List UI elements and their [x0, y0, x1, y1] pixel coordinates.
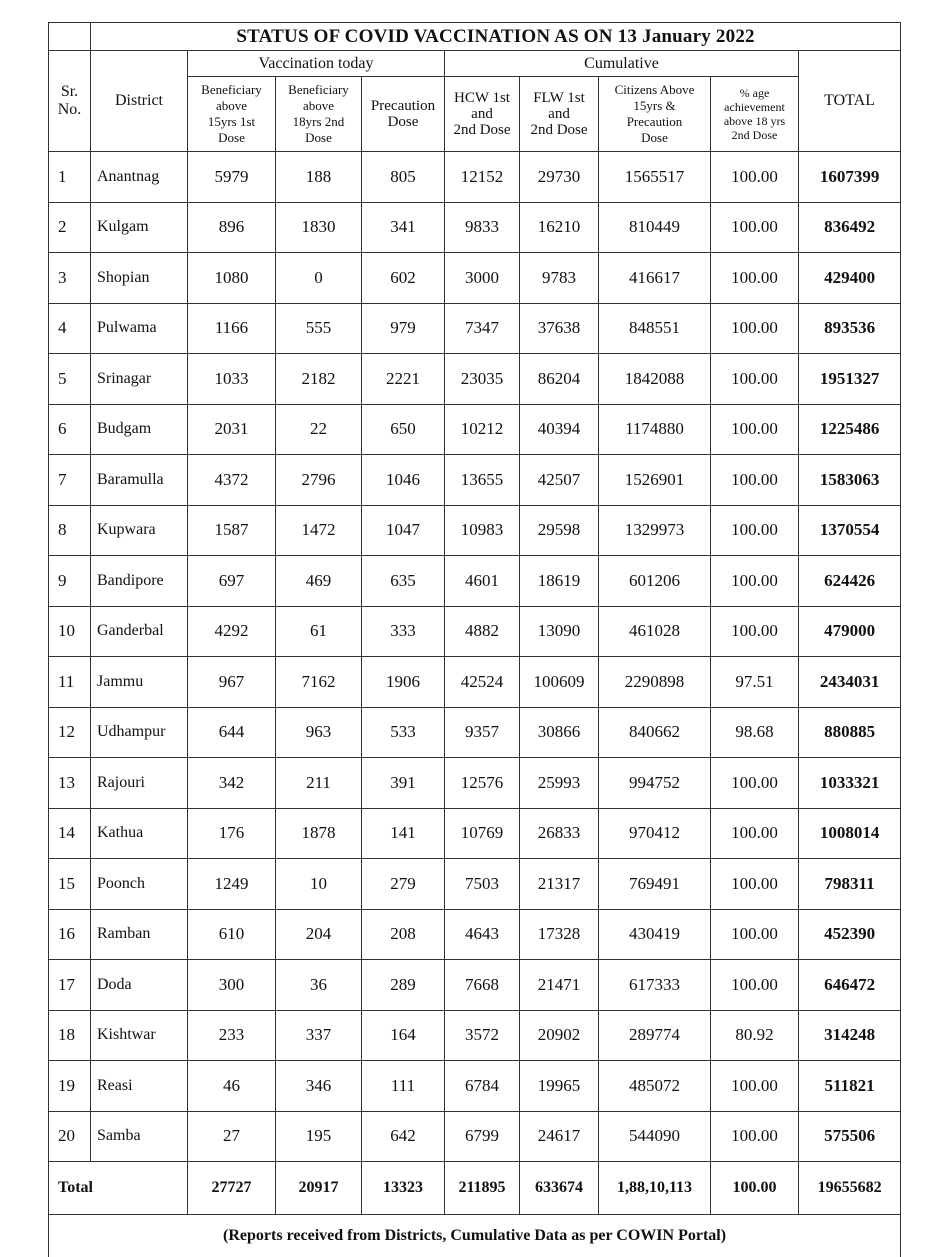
precaution-value: 602 [362, 253, 445, 304]
precaution-value: 805 [362, 152, 445, 203]
precaution-value: 111 [362, 1061, 445, 1112]
precaution-value: 164 [362, 1010, 445, 1061]
header-beneficiary-18yrs-line: above [303, 98, 334, 113]
ben18-value: 188 [276, 152, 362, 203]
total-value: 624426 [799, 556, 901, 607]
total-value: 1008014 [799, 808, 901, 859]
citizens-value: 617333 [599, 960, 711, 1011]
header-pct-achievement-line: achievement [724, 100, 785, 114]
citizens-value: 1842088 [599, 354, 711, 405]
hcw-value: 4882 [445, 606, 520, 657]
district-name: Kulgam [91, 202, 188, 253]
flw-value: 40394 [520, 404, 599, 455]
precaution-value: 1047 [362, 505, 445, 556]
total-value: 2434031 [799, 657, 901, 708]
district-name: Pulwama [91, 303, 188, 354]
ben18-value: 36 [276, 960, 362, 1011]
sr-no: 20 [49, 1111, 91, 1162]
table-row [49, 960, 901, 1011]
pct-value: 100.00 [711, 960, 799, 1011]
header-hcw-line: and [471, 106, 493, 122]
flw-value: 29598 [520, 505, 599, 556]
vaccination-table [48, 22, 901, 1257]
pct-value: 100.00 [711, 1111, 799, 1162]
hcw-value: 42524 [445, 657, 520, 708]
table-row [49, 455, 901, 506]
flw-value: 9783 [520, 253, 599, 304]
total-value: 1951327 [799, 354, 901, 405]
citizens-value: 461028 [599, 606, 711, 657]
total-value: 1607399 [799, 152, 901, 203]
header-sr-no [49, 51, 91, 152]
pct-value: 100.00 [711, 1061, 799, 1112]
header-pct-achievement-line: 2nd Dose [732, 128, 778, 142]
table-row [49, 909, 901, 960]
header-district: District [91, 51, 188, 152]
table-row [49, 202, 901, 253]
header-beneficiary-15yrs [188, 77, 276, 152]
header-flw [520, 77, 599, 152]
sr-no: 18 [49, 1010, 91, 1061]
citizens-value: 416617 [599, 253, 711, 304]
flw-value: 25993 [520, 758, 599, 809]
hcw-value: 9833 [445, 202, 520, 253]
pct-value: 97.51 [711, 657, 799, 708]
header-sr-no-line: No. [58, 101, 82, 118]
hcw-value: 4601 [445, 556, 520, 607]
total-value: 1033321 [799, 758, 901, 809]
sr-no: 14 [49, 808, 91, 859]
sr-no: 5 [49, 354, 91, 405]
citizens-value: 1565517 [599, 152, 711, 203]
ben15-value: 1166 [188, 303, 276, 354]
header-pct-achievement-line: % age [740, 86, 770, 100]
total-value: 452390 [799, 909, 901, 960]
pct-value: 100.00 [711, 859, 799, 910]
precaution-value: 650 [362, 404, 445, 455]
sr-no: 8 [49, 505, 91, 556]
district-name: Kupwara [91, 505, 188, 556]
precaution-value: 635 [362, 556, 445, 607]
total-precaution: 13323 [362, 1162, 445, 1215]
district-name: Kishtwar [91, 1010, 188, 1061]
ben18-value: 7162 [276, 657, 362, 708]
total-hcw: 211895 [445, 1162, 520, 1215]
totals-row [49, 1162, 901, 1215]
sr-no: 2 [49, 202, 91, 253]
ben18-value: 0 [276, 253, 362, 304]
pct-value: 100.00 [711, 909, 799, 960]
header-precaution-dose-line: Precaution [371, 98, 435, 114]
header-precaution-dose [362, 77, 445, 152]
total-value: 1370554 [799, 505, 901, 556]
ben18-value: 10 [276, 859, 362, 910]
sr-no: 10 [49, 606, 91, 657]
header-beneficiary-15yrs-line: Dose [218, 130, 245, 145]
ben15-value: 5979 [188, 152, 276, 203]
flw-value: 16210 [520, 202, 599, 253]
flw-value: 21317 [520, 859, 599, 910]
header-citizens-line: Citizens Above [615, 82, 695, 97]
table-row [49, 707, 901, 758]
ben15-value: 46 [188, 1061, 276, 1112]
citizens-value: 970412 [599, 808, 711, 859]
district-name: Ramban [91, 909, 188, 960]
precaution-value: 2221 [362, 354, 445, 405]
sr-no: 6 [49, 404, 91, 455]
ben15-value: 2031 [188, 404, 276, 455]
precaution-value: 1046 [362, 455, 445, 506]
header-flw-line: FLW 1st [533, 90, 585, 106]
sr-no: 17 [49, 960, 91, 1011]
flw-value: 21471 [520, 960, 599, 1011]
sr-no: 15 [49, 859, 91, 910]
hcw-value: 3572 [445, 1010, 520, 1061]
ben18-value: 346 [276, 1061, 362, 1112]
table-row [49, 404, 901, 455]
header-hcw-line: HCW 1st [454, 90, 510, 106]
pct-value: 100.00 [711, 455, 799, 506]
sr-no: 11 [49, 657, 91, 708]
ben18-value: 2182 [276, 354, 362, 405]
flw-value: 37638 [520, 303, 599, 354]
citizens-value: 430419 [599, 909, 711, 960]
precaution-value: 533 [362, 707, 445, 758]
header-citizens-line: Precaution [627, 114, 683, 129]
ben15-value: 4292 [188, 606, 276, 657]
header-citizens [599, 77, 711, 152]
citizens-value: 1526901 [599, 455, 711, 506]
flw-value: 26833 [520, 808, 599, 859]
district-name: Kathua [91, 808, 188, 859]
total-pct: 100.00 [711, 1162, 799, 1215]
total-value: 646472 [799, 960, 901, 1011]
precaution-value: 333 [362, 606, 445, 657]
hcw-value: 23035 [445, 354, 520, 405]
flw-value: 86204 [520, 354, 599, 405]
table-row [49, 859, 901, 910]
flw-value: 24617 [520, 1111, 599, 1162]
table-row [49, 1010, 901, 1061]
sr-no: 1 [49, 152, 91, 203]
district-name: Reasi [91, 1061, 188, 1112]
pct-value: 100.00 [711, 404, 799, 455]
citizens-value: 840662 [599, 707, 711, 758]
flw-value: 13090 [520, 606, 599, 657]
ben18-value: 1878 [276, 808, 362, 859]
district-name: Budgam [91, 404, 188, 455]
sr-no: 19 [49, 1061, 91, 1112]
total-value: 893536 [799, 303, 901, 354]
total-ben15: 27727 [188, 1162, 276, 1215]
precaution-value: 642 [362, 1111, 445, 1162]
district-name: Shopian [91, 253, 188, 304]
pct-value: 100.00 [711, 505, 799, 556]
header-hcw-line: 2nd Dose [453, 122, 510, 138]
hcw-value: 7503 [445, 859, 520, 910]
sr-no: 12 [49, 707, 91, 758]
flw-value: 100609 [520, 657, 599, 708]
hcw-value: 9357 [445, 707, 520, 758]
table-row [49, 758, 901, 809]
total-value: 880885 [799, 707, 901, 758]
header-hcw [445, 77, 520, 152]
ben18-value: 337 [276, 1010, 362, 1061]
citizens-value: 769491 [599, 859, 711, 910]
ben18-value: 204 [276, 909, 362, 960]
precaution-value: 208 [362, 909, 445, 960]
header-flw-line: and [548, 106, 570, 122]
report-title: STATUS OF COVID VACCINATION AS ON 13 January 2022 [91, 23, 901, 51]
flw-value: 30866 [520, 707, 599, 758]
precaution-value: 391 [362, 758, 445, 809]
table-row [49, 606, 901, 657]
sr-no: 3 [49, 253, 91, 304]
citizens-value: 848551 [599, 303, 711, 354]
header-beneficiary-15yrs-line: Beneficiary [201, 82, 262, 97]
ben15-value: 1080 [188, 253, 276, 304]
precaution-value: 279 [362, 859, 445, 910]
footer-note: (Reports received from Districts, Cumulative Data as per COWIN Portal) [49, 1215, 901, 1257]
district-name: Udhampur [91, 707, 188, 758]
header-citizens-line: Dose [641, 130, 668, 145]
header-beneficiary-15yrs-line: 15yrs 1st [208, 114, 255, 129]
hcw-value: 4643 [445, 909, 520, 960]
header-pct-achievement [711, 77, 799, 152]
total-flw: 633674 [520, 1162, 599, 1215]
sr-no: 13 [49, 758, 91, 809]
ben18-value: 22 [276, 404, 362, 455]
table-row [49, 556, 901, 607]
total-ben18: 20917 [276, 1162, 362, 1215]
flw-value: 29730 [520, 152, 599, 203]
flw-value: 20902 [520, 1010, 599, 1061]
ben15-value: 1249 [188, 859, 276, 910]
ben15-value: 967 [188, 657, 276, 708]
pct-value: 100.00 [711, 758, 799, 809]
ben15-value: 896 [188, 202, 276, 253]
district-name: Bandipore [91, 556, 188, 607]
sr-no: 9 [49, 556, 91, 607]
hcw-value: 6799 [445, 1111, 520, 1162]
citizens-value: 810449 [599, 202, 711, 253]
ben18-value: 555 [276, 303, 362, 354]
grand-total: 19655682 [799, 1162, 901, 1215]
sr-no: 4 [49, 303, 91, 354]
pct-value: 100.00 [711, 152, 799, 203]
district-name: Samba [91, 1111, 188, 1162]
header-beneficiary-18yrs-line: Dose [305, 130, 332, 145]
pct-value: 100.00 [711, 556, 799, 607]
district-name: Baramulla [91, 455, 188, 506]
table-row [49, 808, 901, 859]
citizens-value: 544090 [599, 1111, 711, 1162]
header-precaution-dose-line: Dose [388, 114, 419, 130]
ben18-value: 469 [276, 556, 362, 607]
precaution-value: 979 [362, 303, 445, 354]
precaution-value: 289 [362, 960, 445, 1011]
ben18-value: 211 [276, 758, 362, 809]
citizens-value: 994752 [599, 758, 711, 809]
ben18-value: 1830 [276, 202, 362, 253]
total-value: 798311 [799, 859, 901, 910]
ben15-value: 610 [188, 909, 276, 960]
pct-value: 100.00 [711, 606, 799, 657]
citizens-value: 1174880 [599, 404, 711, 455]
table-row [49, 1111, 901, 1162]
pct-value: 98.68 [711, 707, 799, 758]
total-value: 429400 [799, 253, 901, 304]
pct-value: 100.00 [711, 808, 799, 859]
citizens-value: 289774 [599, 1010, 711, 1061]
precaution-value: 141 [362, 808, 445, 859]
citizens-value: 2290898 [599, 657, 711, 708]
table-row [49, 152, 901, 203]
total-value: 479000 [799, 606, 901, 657]
blank-corner [49, 23, 91, 51]
ben15-value: 644 [188, 707, 276, 758]
table-row [49, 1061, 901, 1112]
header-beneficiary-18yrs [276, 77, 362, 152]
pct-value: 80.92 [711, 1010, 799, 1061]
ben18-value: 963 [276, 707, 362, 758]
header-pct-achievement-line: above 18 yrs [724, 114, 785, 128]
ben15-value: 300 [188, 960, 276, 1011]
ben18-value: 1472 [276, 505, 362, 556]
header-citizens-line: 15yrs & [633, 98, 675, 113]
ben15-value: 27 [188, 1111, 276, 1162]
district-name: Rajouri [91, 758, 188, 809]
ben18-value: 2796 [276, 455, 362, 506]
header-beneficiary-18yrs-line: 18yrs 2nd [293, 114, 345, 129]
ben15-value: 4372 [188, 455, 276, 506]
pct-value: 100.00 [711, 354, 799, 405]
hcw-value: 6784 [445, 1061, 520, 1112]
header-flw-line: 2nd Dose [530, 122, 587, 138]
header-beneficiary-15yrs-line: above [216, 98, 247, 113]
flw-value: 18619 [520, 556, 599, 607]
header-beneficiary-18yrs-line: Beneficiary [288, 82, 349, 97]
ben18-value: 61 [276, 606, 362, 657]
hcw-value: 3000 [445, 253, 520, 304]
hcw-value: 10769 [445, 808, 520, 859]
precaution-value: 341 [362, 202, 445, 253]
district-name: Jammu [91, 657, 188, 708]
citizens-value: 1329973 [599, 505, 711, 556]
district-name: Anantnag [91, 152, 188, 203]
group-cumulative: Cumulative [445, 51, 799, 77]
total-citizens: 1,88,10,113 [599, 1162, 711, 1215]
total-value: 314248 [799, 1010, 901, 1061]
total-value: 511821 [799, 1061, 901, 1112]
group-vaccination-today: Vaccination today [188, 51, 445, 77]
table-row [49, 354, 901, 405]
header-sr-no-line: Sr. [61, 83, 78, 100]
district-name: Doda [91, 960, 188, 1011]
ben18-value: 195 [276, 1111, 362, 1162]
district-name: Ganderbal [91, 606, 188, 657]
total-value: 575506 [799, 1111, 901, 1162]
pct-value: 100.00 [711, 303, 799, 354]
hcw-value: 7347 [445, 303, 520, 354]
hcw-value: 7668 [445, 960, 520, 1011]
hcw-value: 13655 [445, 455, 520, 506]
ben15-value: 176 [188, 808, 276, 859]
hcw-value: 10212 [445, 404, 520, 455]
citizens-value: 601206 [599, 556, 711, 607]
ben15-value: 233 [188, 1010, 276, 1061]
hcw-value: 10983 [445, 505, 520, 556]
total-value: 1583063 [799, 455, 901, 506]
pct-value: 100.00 [711, 253, 799, 304]
total-value: 836492 [799, 202, 901, 253]
precaution-value: 1906 [362, 657, 445, 708]
totals-label: Total [49, 1162, 188, 1215]
vaccination-report [48, 22, 900, 1257]
sr-no: 16 [49, 909, 91, 960]
citizens-value: 485072 [599, 1061, 711, 1112]
ben15-value: 1587 [188, 505, 276, 556]
pct-value: 100.00 [711, 202, 799, 253]
flw-value: 42507 [520, 455, 599, 506]
ben15-value: 1033 [188, 354, 276, 405]
district-name: Srinagar [91, 354, 188, 405]
flw-value: 19965 [520, 1061, 599, 1112]
sr-no: 7 [49, 455, 91, 506]
table-row [49, 657, 901, 708]
flw-value: 17328 [520, 909, 599, 960]
ben15-value: 697 [188, 556, 276, 607]
total-value: 1225486 [799, 404, 901, 455]
table-row [49, 303, 901, 354]
district-name: Poonch [91, 859, 188, 910]
hcw-value: 12576 [445, 758, 520, 809]
hcw-value: 12152 [445, 152, 520, 203]
ben15-value: 342 [188, 758, 276, 809]
table-row [49, 253, 901, 304]
table-row [49, 505, 901, 556]
header-total: TOTAL [799, 51, 901, 152]
